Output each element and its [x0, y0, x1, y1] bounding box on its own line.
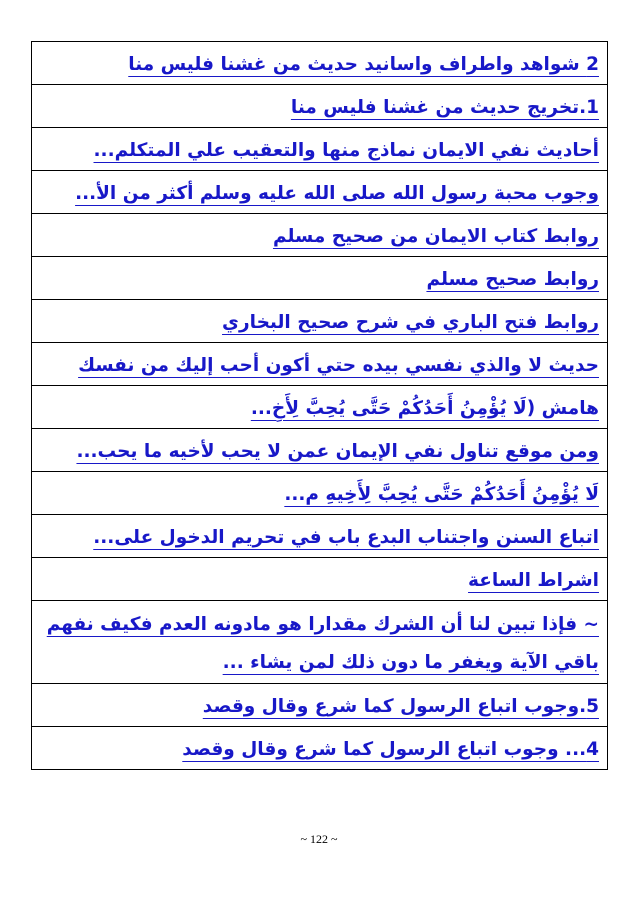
- table-cell: [32, 684, 608, 727]
- table-row: [32, 128, 608, 171]
- table-row: [32, 386, 608, 429]
- table-cell: [32, 472, 608, 515]
- table-cell: [32, 214, 608, 257]
- table-cell: [32, 42, 608, 85]
- table-row: [32, 85, 608, 128]
- link-ittiba-sunan[interactable]: اتباع السنن واجتناب البدع باب في تحريم الدخول على...: [93, 527, 599, 548]
- link-shawahid-ghashana[interactable]: 2 شواهد واطراف واسانيد حديث من غشنا فليس منا: [128, 54, 599, 75]
- link-fath-albari[interactable]: روابط فتح الباري في شرح صحيح البخاري: [222, 312, 599, 333]
- table-cell: [32, 386, 608, 429]
- table-cell: [32, 300, 608, 343]
- table-cell: [32, 515, 608, 558]
- table-row: [32, 472, 608, 515]
- table-cell: [32, 171, 608, 214]
- table-cell: [32, 727, 608, 770]
- table-cell: [32, 558, 608, 601]
- link-shirk-miqdar[interactable]: ~ فإذا تبين لنا أن الشرك مقدارا هو مادونه العدم فكيف نفهم باقي الآية ويغفر ما دون ذلك لمن يشاء ...: [46, 614, 599, 673]
- link-wujub-ittiba-4[interactable]: 4... وجوب اتباع الرسول كما شرع وقال وقصد: [182, 739, 599, 760]
- table-row: [32, 558, 608, 601]
- page-number: ~ 122 ~: [300, 832, 338, 846]
- table-row: [32, 300, 608, 343]
- table-row: [32, 601, 608, 684]
- link-ashrat-saa[interactable]: اشراط الساعة: [468, 570, 599, 591]
- table-cell: [32, 128, 608, 171]
- table-row: [32, 343, 608, 386]
- link-la-yuminu-akhih[interactable]: لَا يُؤْمِنُ أَحَدُكُمْ حَتَّى يُحِبَّ لِأَخِيهِ م...: [284, 484, 599, 505]
- table-cell: [32, 343, 608, 386]
- table-row: [32, 515, 608, 558]
- table-cell: [32, 601, 608, 684]
- link-mahabbat-rasul[interactable]: وجوب محبة رسول الله صلى الله عليه وسلم أكثر من الأ...: [75, 183, 599, 204]
- table-row: [32, 429, 608, 472]
- table-row: [32, 42, 608, 85]
- link-nafy-iman[interactable]: أحاديث نفي الايمان نماذج منها والتعقيب علي المتكلم...: [93, 140, 599, 161]
- links-table: [31, 41, 608, 770]
- link-mawqi-nafy-iman[interactable]: ومن موقع تناول نفي الإيمان عمن لا يحب لأخيه ما يحب...: [76, 441, 599, 462]
- table-row: [32, 257, 608, 300]
- table-cell: [32, 85, 608, 128]
- table-row: [32, 727, 608, 770]
- link-sahih-muslim[interactable]: روابط صحيح مسلم: [426, 269, 599, 290]
- table-row: [32, 684, 608, 727]
- link-hamish-la-yuminu[interactable]: هامش (لَا يُؤْمِنُ أَحَدُكُمْ حَتَّى يُحِبَّ لِأَخِ...: [250, 398, 599, 419]
- table-cell: [32, 429, 608, 472]
- table-row: [32, 171, 608, 214]
- link-kitab-iman-muslim[interactable]: روابط كتاب الايمان من صحيح مسلم: [272, 226, 599, 247]
- link-hadith-nafsi-biyadih[interactable]: حديث لا والذي نفسي بيده حتي أكون أحب إليك من نفسك: [78, 355, 599, 376]
- link-takhrij-ghashana[interactable]: 1.تخريج حديث من غشنا فليس منا: [290, 97, 599, 118]
- link-wujub-ittiba-5[interactable]: 5.وجوب اتباع الرسول كما شرع وقال وقصد: [202, 696, 599, 717]
- table-row: [32, 214, 608, 257]
- table-cell: [32, 257, 608, 300]
